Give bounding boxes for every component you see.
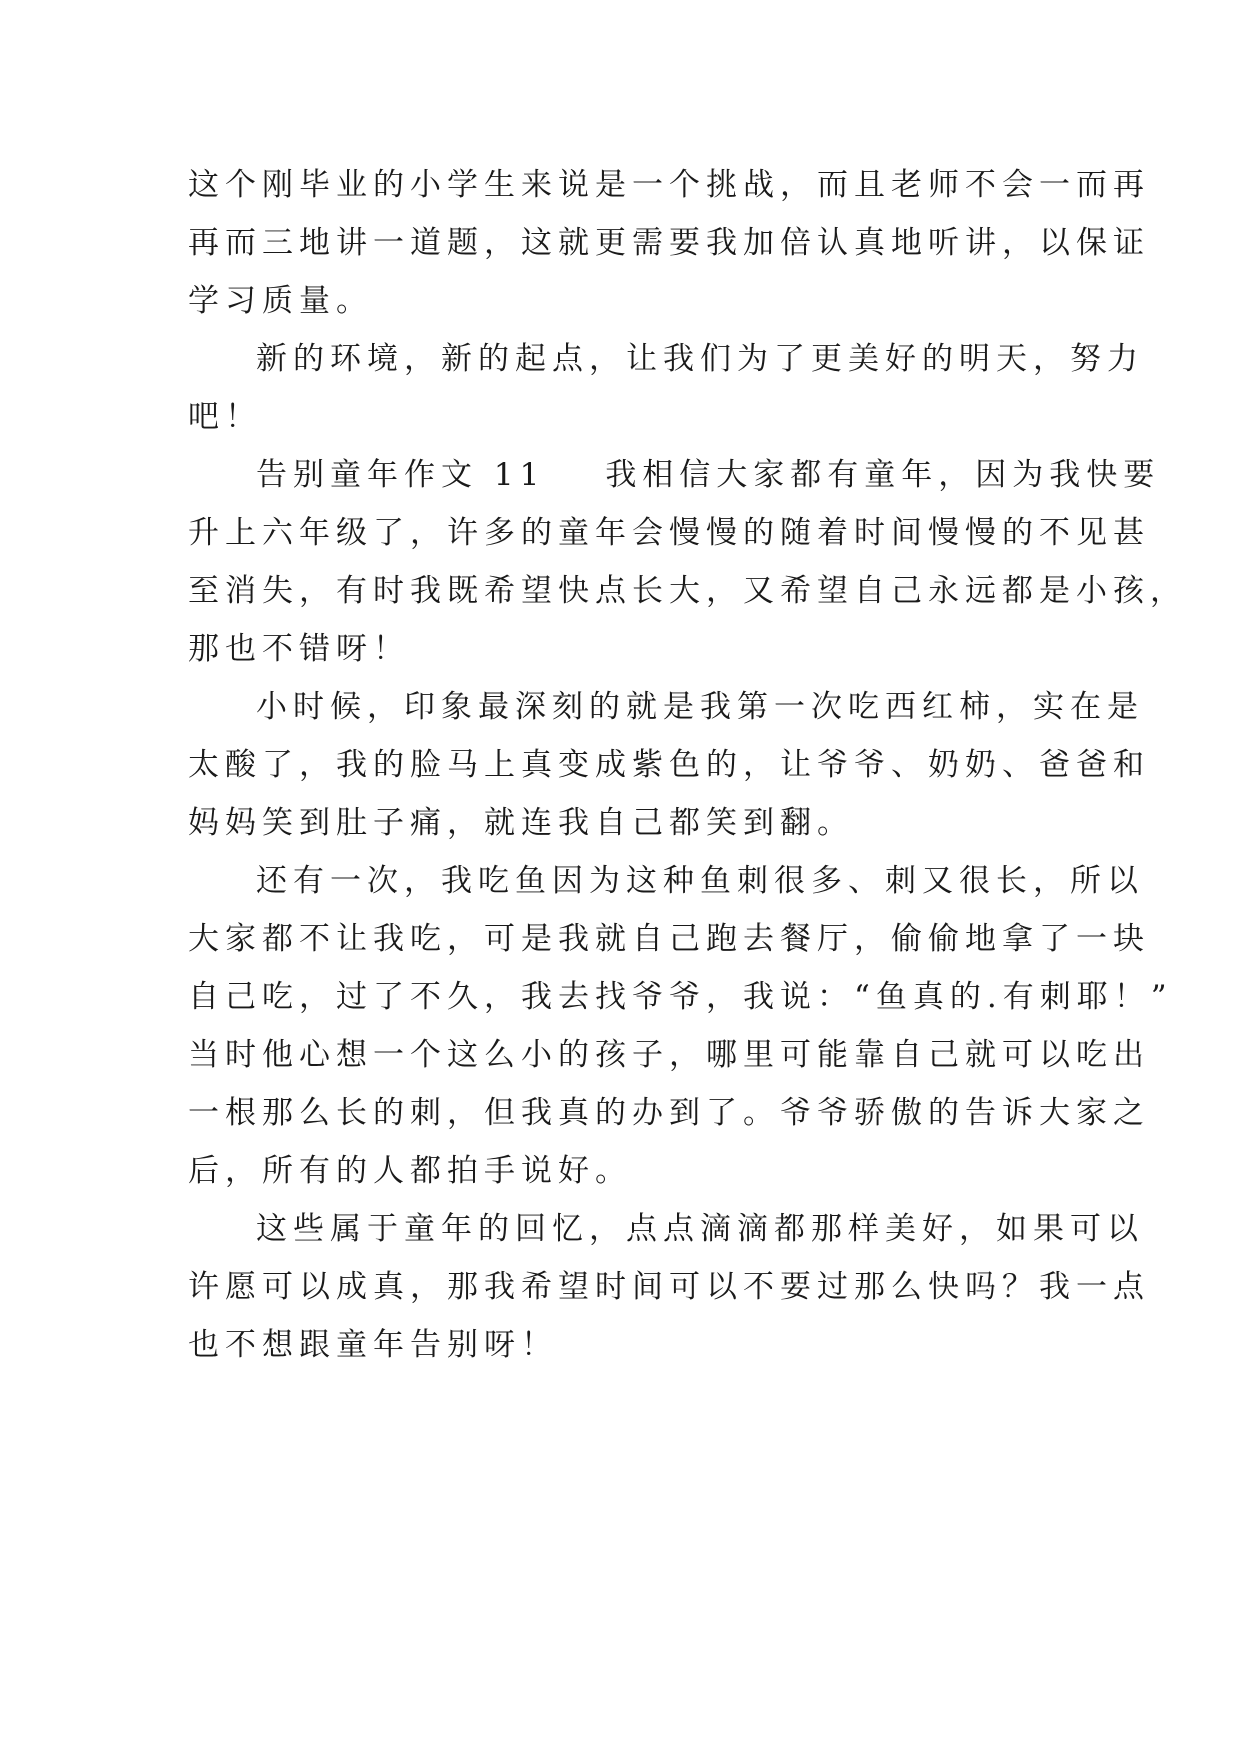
text-line: 也不想跟童年告别呀！: [188, 1327, 558, 1363]
text-line: 一根那么长的刺，但我真的办到了。爷爷骄傲的告诉大家之: [188, 1095, 1150, 1131]
text-line: 学习质量。: [188, 283, 373, 319]
text-line: 我相信大家都有童年，因为我快要: [605, 457, 1161, 493]
text-line: 后，所有的人都拍手说好。: [188, 1153, 632, 1189]
text-line: 自己吃，过了不久，我去找爷爷，我说：“鱼真的.有刺耶！”: [188, 979, 1173, 1015]
text-line: 还有一次，我吃鱼因为这种鱼刺很多、刺又很长，所以: [256, 863, 1144, 899]
section-heading-line: [188, 446, 1161, 504]
text-line: 这个刚毕业的小学生来说是一个挑战，而且老师不会一而再: [188, 167, 1150, 203]
text-line: 那也不错呀！: [188, 631, 410, 667]
text-line: 这些属于童年的回忆，点点滴滴都那样美好，如果可以: [256, 1211, 1144, 1247]
text-line: 再而三地讲一道题，这就更需要我加倍认真地听讲，以保证: [188, 225, 1150, 261]
text-line: 小时候，印象最深刻的就是我第一次吃西红柿，实在是: [256, 689, 1144, 725]
text-line: 当时他心想一个这么小的孩子，哪里可能靠自己就可以吃出: [188, 1037, 1150, 1073]
text-line: 升上六年级了，许多的童年会慢慢的随着时间慢慢的不见甚: [188, 515, 1150, 551]
text-line: 许愿可以成真，那我希望时间可以不要过那么快吗？我一点: [188, 1269, 1150, 1305]
text-line: 吧！: [188, 399, 262, 435]
section-title: 告别童年作文 11: [256, 457, 546, 493]
text-line: 太酸了，我的脸马上真变成紫色的，让爷爷、奶奶、爸爸和: [188, 747, 1150, 783]
text-line: 大家都不让我吃，可是我就自己跑去餐厅，偷偷地拿了一块: [188, 921, 1150, 957]
document-body: [188, 156, 1187, 1374]
text-line: 至消失，有时我既希望快点长大，又希望自己永远都是小孩，: [188, 573, 1187, 609]
text-line: 新的环境，新的起点，让我们为了更美好的明天，努力: [256, 341, 1144, 377]
text-line: 妈妈笑到肚子痛，就连我自己都笑到翻。: [188, 805, 854, 841]
